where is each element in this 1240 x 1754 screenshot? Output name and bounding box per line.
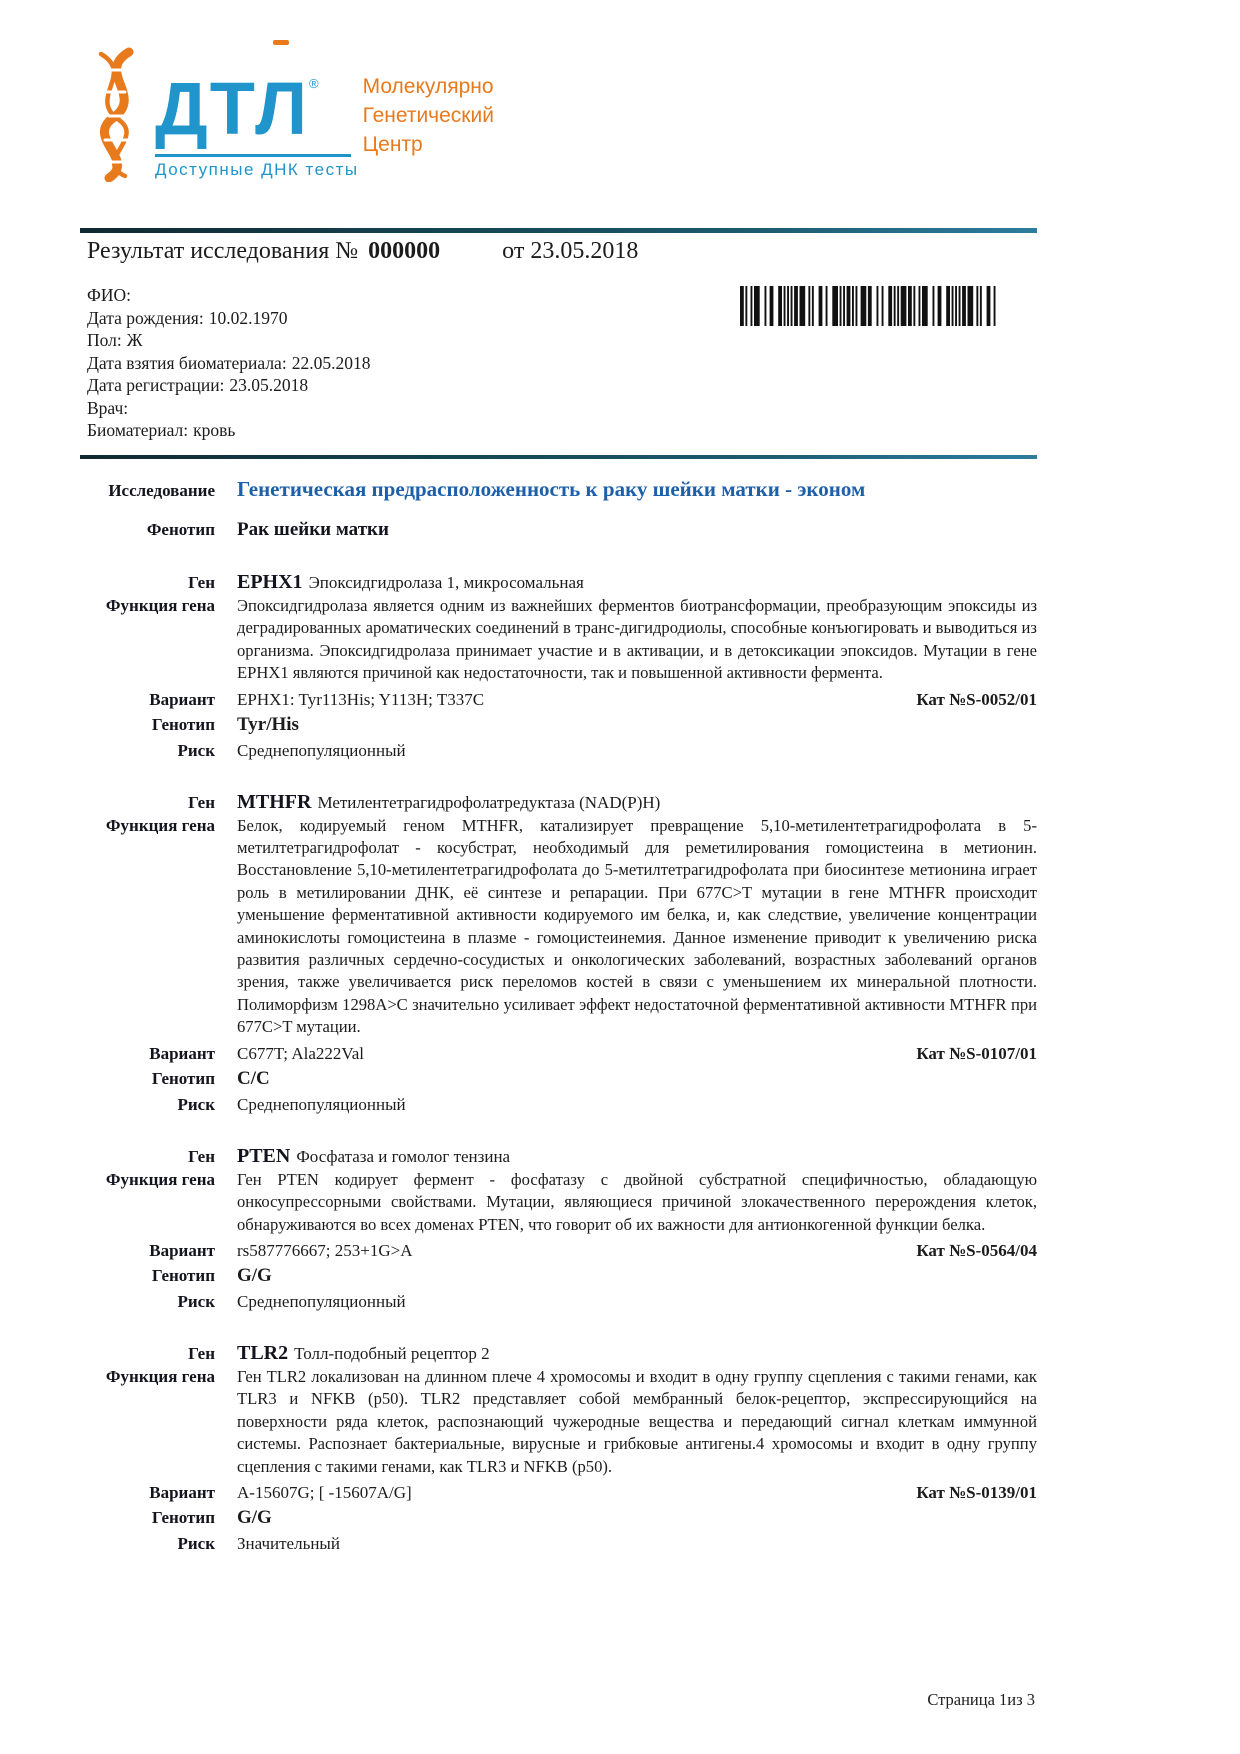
patient-doctor-label: Врач: xyxy=(87,397,129,418)
gene-name: PTEN xyxy=(237,1144,291,1167)
gene-function-row xyxy=(80,594,1037,685)
patient-registration-date-label: Дата регистрации: xyxy=(87,375,225,395)
logo-tagline-line3: Центр xyxy=(362,133,423,156)
genotype-value: C/C xyxy=(237,1067,270,1089)
patient-sex-label: Пол: xyxy=(87,330,122,350)
gene-function-row xyxy=(80,1365,1037,1478)
genotype-row xyxy=(80,1264,1037,1287)
gene-label: Ген xyxy=(188,1146,215,1166)
phenotype-label: Фенотип xyxy=(146,520,215,539)
gene-block-ephx1 xyxy=(80,571,1037,761)
logo-brand-text: ДТЛ xyxy=(155,67,309,150)
variant-row xyxy=(80,1239,1037,1261)
result-date: от 23.05.2018 xyxy=(502,238,639,264)
gene-description: Метилентетрагидрофолатредуктаза (NAD(P)H) xyxy=(317,792,661,812)
genotype-row xyxy=(80,713,1037,736)
gene-description: Эпоксидгидролаза 1, микросомальная xyxy=(308,573,584,592)
variant-row xyxy=(80,1481,1037,1503)
dna-helix-icon xyxy=(85,46,149,182)
gene-row xyxy=(80,1342,1037,1365)
page-number: Страница 1из 3 xyxy=(927,1690,1035,1709)
patient-doctor xyxy=(87,397,370,420)
patient-biomaterial-date-value: 22.05.2018 xyxy=(291,352,371,373)
patient-birthdate-value: 10.02.1970 xyxy=(208,307,288,328)
catalog-number: Кат №S-0564/04 xyxy=(916,1240,1037,1260)
variant-row xyxy=(80,1042,1037,1064)
risk-label: Риск xyxy=(177,740,215,760)
top-separator-line xyxy=(80,228,1037,233)
patient-biomaterial-date xyxy=(87,352,370,375)
patient-biomaterial-label: Биоматериал: xyxy=(87,420,189,440)
patient-fio-label: ФИО: xyxy=(87,285,131,305)
risk-value: Среднепопуляционный xyxy=(237,1291,406,1311)
risk-value: Значительный xyxy=(237,1533,340,1553)
variant-line xyxy=(237,690,1037,710)
registered-mark: ® xyxy=(309,76,319,91)
gene-function-row xyxy=(80,814,1037,1039)
barcode-icon xyxy=(740,286,1012,326)
patient-registration-date-value: 23.05.2018 xyxy=(229,375,309,395)
report-body xyxy=(80,470,1037,1554)
genotype-label: Генотип xyxy=(151,1507,215,1527)
gene-row xyxy=(80,1145,1037,1168)
gene-function-text: Эпоксидгидролаза является одним из важнейших ферментов биотрансформации, преобразующим эпоксиды из деградированных ароматических соединений в транс-дигидродиолы, способные конъюгировать и выводиться из организма. Эпоксидгидролаза принимает участие и в активации, и в детоксикации эпоксидов. Мутации в гене EPHX1 являются причиной как недостаточности, так и повышенной активности фермента. xyxy=(237,596,1037,683)
catalog-number: Кат №S-0107/01 xyxy=(916,1043,1037,1063)
gene-label: Ген xyxy=(188,792,215,812)
phenotype-value: Рак шейки матки xyxy=(237,519,389,540)
result-label: Результат исследования № xyxy=(87,238,359,264)
gene-function-label: Функция гена xyxy=(105,596,215,615)
logo-dash-decoration xyxy=(273,40,289,45)
gene-name: EPHX1 xyxy=(237,571,303,593)
logo-main xyxy=(155,46,359,182)
study-title: Генетическая предрасположенность к раку шейки матки - эконом xyxy=(237,477,866,501)
genotype-label: Генотип xyxy=(151,1265,215,1285)
phenotype-row xyxy=(80,519,1037,541)
gene-name-line xyxy=(237,1145,1037,1168)
study-row xyxy=(80,476,1037,502)
patient-biomaterial-value: кровь xyxy=(193,420,236,440)
gene-function-label: Функция гена xyxy=(105,815,215,835)
risk-row xyxy=(80,739,1037,761)
risk-label: Риск xyxy=(177,1533,215,1553)
catalog-number: Кат №S-0052/01 xyxy=(916,689,1037,709)
gene-block-mthfr xyxy=(80,791,1037,1115)
risk-value: Среднепопуляционный xyxy=(237,740,406,760)
patient-registration-date xyxy=(87,374,370,397)
patient-birthdate xyxy=(87,307,370,330)
variant-line xyxy=(237,1044,1037,1064)
risk-value: Среднепопуляционный xyxy=(237,1094,406,1114)
genotype-value: Tyr/His xyxy=(237,713,299,735)
variant-value: rs587776667; 253+1G>A xyxy=(237,1240,413,1260)
patient-info xyxy=(87,284,370,442)
catalog-number: Кат №S-0139/01 xyxy=(916,1482,1037,1502)
patient-biomaterial xyxy=(87,419,370,442)
logo xyxy=(85,46,494,182)
genotype-value: G/G xyxy=(237,1264,272,1286)
gene-function-text: Ген PTEN кодирует фермент - фосфатазу с двойной субстратной специфичностью, обладающую онкосупрессорными свойствами. Мутации, являющиеся причиной злокачественного перерождения клеток, обнаруживаются во всех доменах PTEN, что говорит об их важности для антионкогенной функции белка. xyxy=(237,1169,1037,1234)
variant-row xyxy=(80,688,1037,710)
gene-block-pten xyxy=(80,1145,1037,1312)
variant-line xyxy=(237,1241,1037,1261)
gene-function-label: Функция гена xyxy=(105,1169,215,1189)
genotype-label: Генотип xyxy=(151,714,215,734)
patient-birthdate-label: Дата рождения: xyxy=(87,307,204,328)
gene-function-text: Ген TLR2 локализован на длинном плече 4 хромосомы и входит в одну группу сцепления с такими генами, как TLR3 и NFKB (p50). TLR2 представляет собой мембранный белок-рецептор, экспрессирующийся на поверхности ряда клеток, распознающий чужеродные вещества и передающий сигнал клеткам иммунной системы. Распознает бактериальные, вирусные и грибковые антигены.4 хромосомы и входит в одну группу сцепления с такими генами, как TLR3 и NFKB (p50). xyxy=(237,1366,1037,1476)
genotype-row xyxy=(80,1506,1037,1529)
gene-description: Толл-подобный рецептор 2 xyxy=(294,1343,490,1363)
variant-line xyxy=(237,1483,1037,1503)
logo-tagline-line2: Генетический xyxy=(362,104,494,127)
risk-row xyxy=(80,1532,1037,1554)
logo-underline xyxy=(155,154,351,157)
genotype-label: Генотип xyxy=(151,1068,215,1088)
gene-name: TLR2 xyxy=(237,1341,289,1364)
gene-label: Ген xyxy=(188,1343,215,1363)
patient-sex-value: Ж xyxy=(126,330,143,350)
variant-label: Вариант xyxy=(149,1043,215,1063)
gene-name-line xyxy=(237,791,1037,814)
genotype-value: G/G xyxy=(237,1506,272,1528)
gene-name: MTHFR xyxy=(237,790,312,813)
gene-row xyxy=(80,571,1037,594)
gene-function-label: Функция гена xyxy=(105,1366,215,1386)
risk-label: Риск xyxy=(177,1094,215,1114)
gene-name-line xyxy=(237,571,1037,594)
logo-tagline-line1: Молекулярно xyxy=(362,75,494,98)
study-label: Исследование xyxy=(108,481,215,500)
gene-block-tlr2 xyxy=(80,1342,1037,1554)
gene-name-line xyxy=(237,1342,1037,1365)
gene-description: Фосфатаза и гомолог тензина xyxy=(296,1146,511,1166)
result-number: 000000 xyxy=(368,238,441,264)
variant-label: Вариант xyxy=(149,689,215,709)
gene-function-text: Белок, кодируемый геном MTHFR, катализирует превращение 5,10-метилентетрагидрофолата в 5-метилтетрагидрофолат - косубстрат, необходимый для реметилирования гомоцистеина в метионин. Восстановление 5,10-метилентетрагидрофолата до 5-метилтетрагидрофолата при биосинтезе метионина играет роль в метилировании ДНК, её синтезе и репарации. При 677C>T мутации в гене MTHFR происходит уменьшение ферментативной активности кодируемого им белка, и, как следствие, увеличение концентрации аминокислоты гомоцистеина в плазме - гомоцистеинемия. Данное изменение приводит к увеличению риска развития различных сердечно-сосудистых и онкологических заболеваний, возрастных заболеваний органов зрения, также увеличивается риск переломов костей в связи с уменьшением их минеральной плотности. Полиморфизм 1298A>C значительно усиливает эффект недостаточной ферментативной активности MTHFR при 677C>T мутации. xyxy=(237,815,1037,1037)
gene-function-row xyxy=(80,1168,1037,1236)
logo-tagline xyxy=(363,46,494,182)
logo-subtitle: Доступные ДНК тесты xyxy=(155,160,359,179)
risk-label: Риск xyxy=(177,1291,215,1311)
gene-label: Ген xyxy=(188,573,215,592)
variant-value: EPHX1: Tyr113His; Y113H; T337C xyxy=(237,689,485,709)
variant-label: Вариант xyxy=(149,1240,215,1260)
variant-value: A-15607G; [ -15607A/G] xyxy=(237,1482,412,1502)
section-separator-line xyxy=(80,455,1037,459)
gene-row xyxy=(80,791,1037,814)
risk-row xyxy=(80,1093,1037,1115)
result-title xyxy=(87,238,638,265)
risk-row xyxy=(80,1290,1037,1312)
variant-value: C677T; Ala222Val xyxy=(237,1043,365,1063)
genotype-row xyxy=(80,1067,1037,1090)
patient-sex xyxy=(87,329,370,352)
patient-fio xyxy=(87,284,370,307)
variant-label: Вариант xyxy=(149,1482,215,1502)
patient-biomaterial-date-label: Дата взятия биоматериала: xyxy=(87,352,287,373)
